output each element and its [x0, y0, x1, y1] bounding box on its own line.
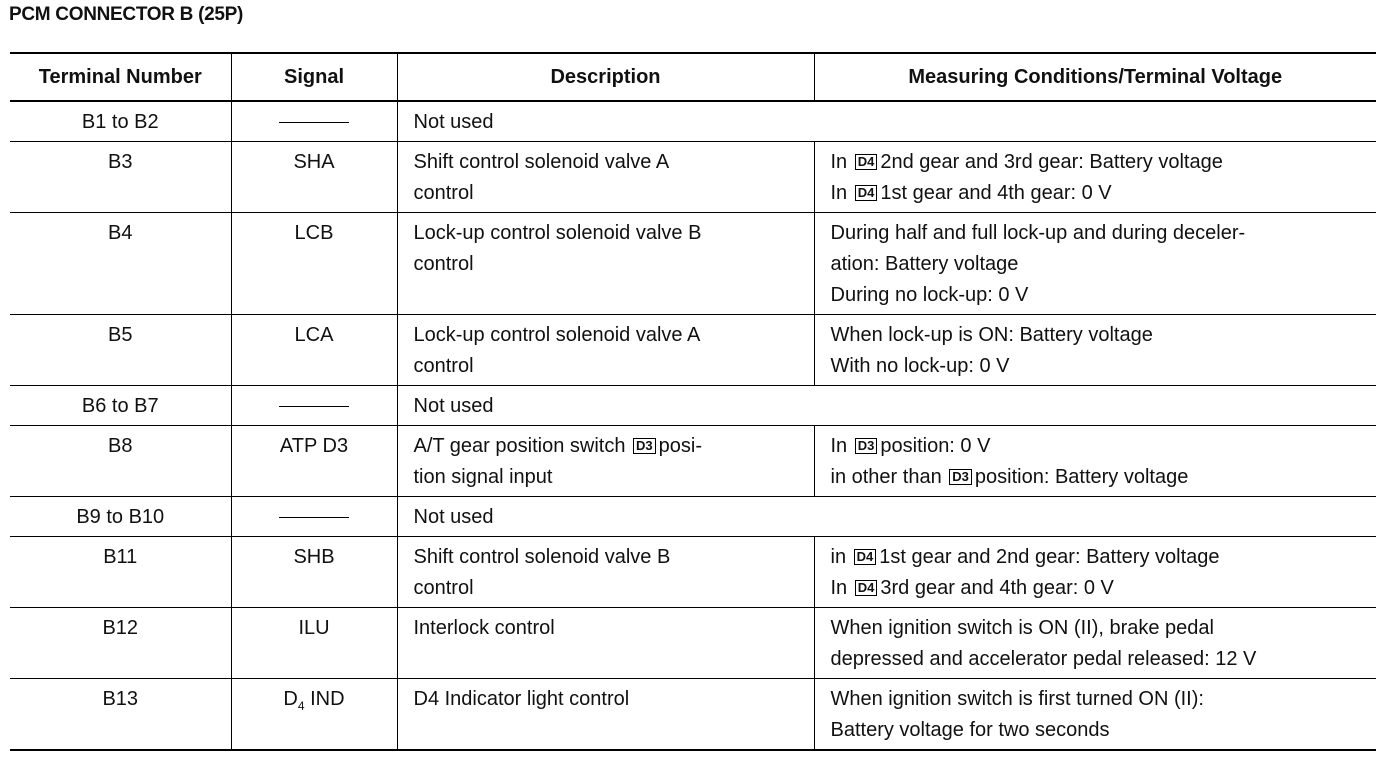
condition-text: 3rd gear and 4th gear: 0 V: [880, 577, 1114, 599]
measuring-conditions: [814, 315, 1376, 386]
gear-d3-icon: D3: [949, 469, 972, 485]
terminal-number: B13: [10, 679, 231, 751]
signal: SHA: [231, 142, 397, 213]
measuring-conditions: [814, 608, 1376, 679]
condition-text: In: [830, 182, 848, 204]
description: [397, 426, 814, 497]
dash-line: [279, 122, 349, 123]
description-line: Shift control solenoid valve B: [413, 546, 671, 568]
description: [397, 608, 814, 679]
terminal-number: B12: [10, 608, 231, 679]
gear-d3-icon: D3: [633, 438, 656, 454]
description: Not used: [397, 386, 1376, 426]
header-signal: Signal: [231, 53, 397, 101]
gear-d4-icon: D4: [855, 185, 878, 201]
condition-text: in other than: [830, 466, 942, 488]
page-title: PCM CONNECTOR B (25P): [9, 4, 244, 25]
gear-d4-icon: D4: [855, 580, 878, 596]
terminal-number: B3: [10, 142, 231, 213]
description: Not used: [397, 497, 1376, 537]
terminal-number: B5: [10, 315, 231, 386]
dash-line: [279, 517, 349, 518]
description-line: Shift control solenoid valve A: [413, 151, 670, 173]
signal-text: D: [283, 688, 298, 710]
terminal-number: B11: [10, 537, 231, 608]
description-line: [414, 431, 808, 462]
description-text: A/T gear position switch: [413, 435, 626, 457]
table-row: [10, 537, 1376, 608]
description-line: D4 Indicator light control: [413, 688, 630, 710]
table-row: [10, 608, 1376, 679]
condition-text: position: Battery voltage: [974, 466, 1189, 488]
table-header-row: [10, 53, 1376, 101]
condition-line: [831, 431, 1371, 462]
description-line: control: [413, 577, 474, 599]
signal: LCA: [231, 315, 397, 386]
terminal-number: B9 to B10: [10, 497, 231, 537]
condition-text: 1st gear and 2nd gear: Battery voltage: [879, 546, 1220, 568]
condition-text: In: [830, 151, 848, 173]
gear-d3-icon: D3: [855, 438, 878, 454]
condition-line: ation: Battery voltage: [830, 253, 1019, 275]
description-line: tion signal input: [413, 466, 553, 488]
condition-line: depressed and accelerator pedal released: 12 V: [830, 648, 1257, 670]
description: [397, 213, 814, 315]
header-description: Description: [397, 53, 814, 101]
description: [397, 142, 814, 213]
description-line: control: [413, 355, 474, 377]
description: Not used: [397, 101, 1376, 142]
terminal-number: B6 to B7: [10, 386, 231, 426]
condition-line: [831, 573, 1371, 604]
signal: SHB: [231, 537, 397, 608]
condition-line: With no lock-up: 0 V: [830, 355, 1010, 377]
measuring-conditions: [814, 426, 1376, 497]
signal-none: [231, 101, 397, 142]
measuring-conditions: [814, 142, 1376, 213]
signal: [231, 679, 397, 751]
condition-line: During half and full lock-up and during deceler-: [830, 222, 1246, 244]
pcm-connector-table: [10, 52, 1376, 751]
table-row: [10, 497, 1376, 537]
condition-line: When ignition switch is first turned ON (II):: [830, 688, 1204, 710]
condition-text: In: [830, 435, 848, 457]
description: [397, 537, 814, 608]
condition-text: 2nd gear and 3rd gear: Battery voltage: [880, 151, 1223, 173]
condition-line: When ignition switch is ON (II), brake pedal: [830, 617, 1214, 639]
terminal-number: B1 to B2: [10, 101, 231, 142]
header-terminal-number: Terminal Number: [10, 53, 231, 101]
table-row: [10, 213, 1376, 315]
description-line: Interlock control: [413, 617, 555, 639]
condition-line: When lock-up is ON: Battery voltage: [830, 324, 1153, 346]
measuring-conditions: [814, 213, 1376, 315]
condition-line: [831, 147, 1371, 178]
condition-line: [831, 178, 1371, 209]
table-row: [10, 426, 1376, 497]
signal: ILU: [231, 608, 397, 679]
signal: LCB: [231, 213, 397, 315]
condition-line: Battery voltage for two seconds: [830, 719, 1110, 741]
condition-text: In: [830, 577, 848, 599]
table-row: [10, 679, 1376, 751]
signal-subscript: 4: [297, 699, 305, 713]
terminal-number: B8: [10, 426, 231, 497]
signal-none: [231, 497, 397, 537]
header-measuring-conditions: Measuring Conditions/Terminal Voltage: [814, 53, 1376, 101]
description-line: Lock-up control solenoid valve A: [413, 324, 701, 346]
signal-text: IND: [310, 688, 345, 710]
condition-line: [831, 462, 1371, 493]
table-row: [10, 142, 1376, 213]
signal: ATP D3: [231, 426, 397, 497]
table-row: [10, 101, 1376, 142]
dash-line: [279, 406, 349, 407]
table-row: [10, 386, 1376, 426]
description-text: posi-: [658, 435, 702, 457]
description-line: control: [413, 253, 474, 275]
description: [397, 315, 814, 386]
condition-text: 1st gear and 4th gear: 0 V: [880, 182, 1112, 204]
condition-text: position: 0 V: [880, 435, 991, 457]
gear-d4-icon: D4: [855, 154, 878, 170]
table-row: [10, 315, 1376, 386]
condition-text: in: [830, 546, 847, 568]
description-line: control: [413, 182, 474, 204]
measuring-conditions: [814, 537, 1376, 608]
measuring-conditions: [814, 679, 1376, 751]
condition-line: During no lock-up: 0 V: [830, 284, 1029, 306]
terminal-number: B4: [10, 213, 231, 315]
description: [397, 679, 814, 751]
gear-d4-icon: D4: [854, 549, 877, 565]
condition-line: [831, 542, 1371, 573]
signal-none: [231, 386, 397, 426]
description-line: Lock-up control solenoid valve B: [413, 222, 702, 244]
